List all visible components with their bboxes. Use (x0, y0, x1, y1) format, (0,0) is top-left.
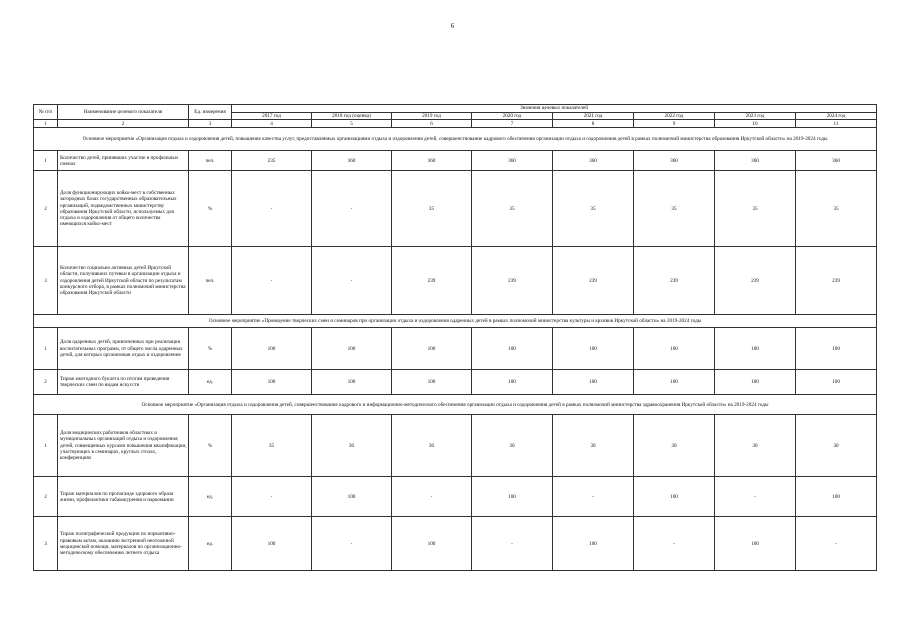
table-row (34, 517, 877, 571)
value-cell: - (715, 477, 796, 517)
value-cell: 100 (392, 328, 472, 370)
table-row (34, 247, 877, 315)
indicator-name: Доля одаренных детей, привлеченных при реализации воспитательных программ, от общего числа одаренных детей, для которых организован отдых и оздоровление (58, 328, 189, 370)
unit-cell: % (189, 171, 232, 247)
value-cell: 239 (472, 247, 553, 315)
value-cell: 235 (232, 151, 312, 171)
value-cell: 100 (312, 370, 392, 395)
unit-cell: чел. (189, 151, 232, 171)
value-cell: 30 (553, 415, 634, 477)
header-year: 2018 год (оценка) (312, 113, 392, 120)
indicator-name: Тираж ежегодного буклета по итогам проведения творческих смен по видам искусств (58, 370, 189, 395)
column-number: 10 (715, 120, 796, 128)
value-cell: 35 (715, 171, 796, 247)
value-cell: - (312, 247, 392, 315)
value-cell: 35 (634, 171, 715, 247)
value-cell: 239 (634, 247, 715, 315)
section-title-row (34, 315, 877, 328)
column-number: 7 (472, 120, 553, 128)
value-cell: 100 (472, 477, 553, 517)
value-cell: 100 (392, 517, 472, 571)
row-number: 2 (34, 171, 58, 247)
section-title-row (34, 128, 877, 151)
unit-cell: ед. (189, 477, 232, 517)
header-values-group: Значения целевых показателей (232, 105, 877, 113)
value-cell: 100 (634, 328, 715, 370)
page-number: 6 (450, 22, 455, 30)
row-number: 3 (34, 517, 58, 571)
header-row-1 (34, 105, 877, 113)
section-title: Основное мероприятие «Организация отдыха и оздоровления детей, повышение качества услуг, предоставляемых организациями отдыха и оздоровления детей, совершенствование кадрового обеспечения организации отдыха и оздоровления детей в рамках полномочий министерства образования Иркутской области» на 2019-2024 годы (34, 128, 877, 151)
indicator-name: Количество социально активных детей Иркутской области, получивших путевки в организации отдыха и оздоровления детей Иркутской области по результатам конкурсного отбора, в рамках полномочий министерства образования Иркутской области (58, 247, 189, 315)
indicator-name: Количество детей, принявших участие в профильных сменах (58, 151, 189, 171)
value-cell: 239 (715, 247, 796, 315)
value-cell: 360 (472, 151, 553, 171)
value-cell: - (553, 477, 634, 517)
table-row (34, 171, 877, 247)
value-cell: - (312, 517, 392, 571)
value-cell: - (796, 517, 877, 571)
header-year: 2022 год (634, 113, 715, 120)
unit-cell: чел. (189, 247, 232, 315)
header-year: 2024 год (796, 113, 877, 120)
value-cell: 360 (796, 151, 877, 171)
value-cell: 100 (796, 328, 877, 370)
value-cell: 100 (232, 517, 312, 571)
header-name: Наименование целевого показателя (58, 105, 189, 120)
indicator-name: Доля функционирующих койко-мест в собственных загородных базах государственных образовательных организаций, подведомственных министерству образования Иркутской области, используемых для отдыха и оздоровления от общего количества имеющихся койко-мест (58, 171, 189, 247)
value-cell: 100 (715, 328, 796, 370)
value-cell: 30 (796, 415, 877, 477)
value-cell: 360 (553, 151, 634, 171)
value-cell: 100 (553, 328, 634, 370)
value-cell: 30 (715, 415, 796, 477)
column-numbers-row (34, 120, 877, 128)
column-number: 1 (34, 120, 58, 128)
value-cell: 100 (715, 517, 796, 571)
value-cell: - (232, 171, 312, 247)
value-cell: 35 (796, 171, 877, 247)
header-year: 2020 год (472, 113, 553, 120)
value-cell: - (392, 477, 472, 517)
value-cell: 360 (715, 151, 796, 171)
table-row (34, 151, 877, 171)
header-year: 2021 год (553, 113, 634, 120)
value-cell: 35 (553, 171, 634, 247)
value-cell: 100 (634, 370, 715, 395)
value-cell: 100 (472, 370, 553, 395)
value-cell: 100 (553, 517, 634, 571)
section-title-row (34, 395, 877, 415)
header-num: № п/п (34, 105, 58, 120)
unit-cell: ед. (189, 370, 232, 395)
value-cell: 100 (715, 370, 796, 395)
indicator-name: Тираж полиграфической продукции по нормативно-правовым актам, оказанию экстренной неотложной медицинской помощи, материалов по организационно-методическому обеспечению летнего отдыха (58, 517, 189, 571)
table-row (34, 477, 877, 517)
value-cell: 100 (232, 370, 312, 395)
row-number: 1 (34, 328, 58, 370)
row-number: 3 (34, 247, 58, 315)
row-number: 1 (34, 415, 58, 477)
value-cell: - (472, 517, 553, 571)
value-cell: 30 (472, 415, 553, 477)
column-number: 2 (58, 120, 189, 128)
column-number: 4 (232, 120, 312, 128)
section-title: Основное мероприятие «Проведение творческих смен и семинаров при организации отдыха и оздоровления одаренных детей в рамках полномочий министерства культуры и архивов Иркутской области» на 2019-2024 годы (34, 315, 877, 328)
value-cell: 35 (472, 171, 553, 247)
column-number: 5 (312, 120, 392, 128)
value-cell: 100 (472, 328, 553, 370)
indicator-name: Доля медицинских работников областных и муниципальных организаций отдыха и оздоровления детей, совмещенных курсами повышения квалификации, участвующих в семинарах, круглых столах, конференциях (58, 415, 189, 477)
table-row (34, 415, 877, 477)
value-cell: - (634, 517, 715, 571)
value-cell: - (232, 477, 312, 517)
value-cell: 100 (312, 477, 392, 517)
value-cell: - (232, 247, 312, 315)
value-cell: 30 (392, 415, 472, 477)
column-number: 11 (796, 120, 877, 128)
value-cell: - (312, 171, 392, 247)
value-cell: 35 (232, 415, 312, 477)
value-cell: 100 (796, 477, 877, 517)
row-number: 2 (34, 370, 58, 395)
column-number: 9 (634, 120, 715, 128)
value-cell: 100 (553, 370, 634, 395)
row-number: 2 (34, 477, 58, 517)
value-cell: 360 (634, 151, 715, 171)
value-cell: 30 (312, 415, 392, 477)
indicator-name: Тираж материалов по пропаганде здорового образа жизни, профилактики табакокурения и наркомании (58, 477, 189, 517)
value-cell: 35 (392, 171, 472, 247)
column-number: 8 (553, 120, 634, 128)
section-title: Основное мероприятие «Организация отдыха и оздоровления детей, совершенствование кадрового и информационно-методического обеспечения организации отдыха и оздоровления детей в рамках полномочий министерства здравоохранения Иркутской области» на 2019-2024 годы (34, 395, 877, 415)
unit-cell: % (189, 328, 232, 370)
value-cell: 100 (392, 370, 472, 395)
value-cell: 239 (392, 247, 472, 315)
value-cell: 100 (796, 370, 877, 395)
column-number: 6 (392, 120, 472, 128)
unit-cell: ед. (189, 517, 232, 571)
value-cell: 360 (392, 151, 472, 171)
value-cell: 100 (634, 477, 715, 517)
table-row (34, 370, 877, 395)
header-unit: Ед. измерения (189, 105, 232, 120)
unit-cell: % (189, 415, 232, 477)
value-cell: 30 (634, 415, 715, 477)
value-cell: 100 (232, 328, 312, 370)
row-number: 1 (34, 151, 58, 171)
column-number: 3 (189, 120, 232, 128)
value-cell: 360 (312, 151, 392, 171)
header-year: 2019 год (392, 113, 472, 120)
value-cell: 239 (553, 247, 634, 315)
table-row (34, 328, 877, 370)
value-cell: 100 (312, 328, 392, 370)
value-cell: 239 (796, 247, 877, 315)
header-year: 2023 год (715, 113, 796, 120)
header-year: 2017 год (232, 113, 312, 120)
target-indicators-table (33, 104, 877, 571)
